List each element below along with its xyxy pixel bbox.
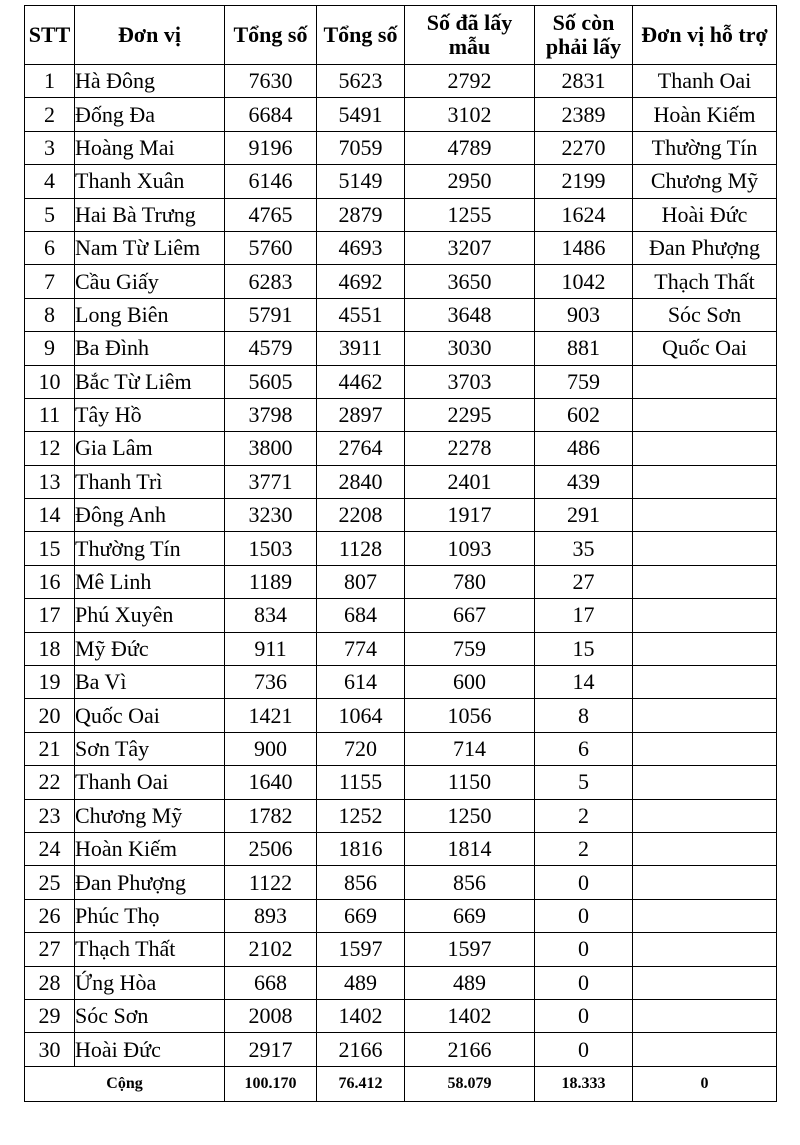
cell-stt: 16 — [25, 565, 75, 598]
table-row — [25, 933, 777, 966]
cell-unit: Phúc Thọ — [75, 899, 225, 932]
cell-total-2: 5623 — [317, 65, 405, 98]
cell-stt: 18 — [25, 632, 75, 665]
table-row — [25, 465, 777, 498]
cell-stt: 24 — [25, 832, 75, 865]
cell-remaining: 0 — [535, 899, 633, 932]
cell-remaining: 0 — [535, 866, 633, 899]
cell-sampled: 1093 — [405, 532, 535, 565]
header-remaining: Số còn phải lấy — [535, 6, 633, 65]
cell-unit: Quốc Oai — [75, 699, 225, 732]
cell-total-1: 2008 — [225, 999, 317, 1032]
cell-total-1: 6283 — [225, 265, 317, 298]
table-row — [25, 432, 777, 465]
cell-remaining: 486 — [535, 432, 633, 465]
cell-total-1: 911 — [225, 632, 317, 665]
cell-total-1: 5760 — [225, 231, 317, 264]
cell-remaining: 14 — [535, 666, 633, 699]
cell-unit: Tây Hồ — [75, 398, 225, 431]
sampling-table — [24, 5, 777, 1102]
cell-stt: 9 — [25, 332, 75, 365]
cell-remaining: 2831 — [535, 65, 633, 98]
cell-total-1: 893 — [225, 899, 317, 932]
table-row — [25, 65, 777, 98]
cell-support — [633, 532, 777, 565]
cell-total-2: 774 — [317, 632, 405, 665]
cell-sampled: 3650 — [405, 265, 535, 298]
cell-sampled: 1255 — [405, 198, 535, 231]
cell-support — [633, 699, 777, 732]
cell-unit: Hà Đông — [75, 65, 225, 98]
cell-unit: Đống Đa — [75, 98, 225, 131]
table-row — [25, 365, 777, 398]
cell-sampled: 759 — [405, 632, 535, 665]
cell-total-1: 3798 — [225, 398, 317, 431]
cell-total-1: 1782 — [225, 799, 317, 832]
cell-support: Hoàn Kiếm — [633, 98, 777, 131]
cell-unit: Bắc Từ Liêm — [75, 365, 225, 398]
cell-unit: Hoàn Kiếm — [75, 832, 225, 865]
cell-support: Chương Mỹ — [633, 165, 777, 198]
cell-stt: 11 — [25, 398, 75, 431]
cell-total-2: 1402 — [317, 999, 405, 1032]
cell-total-2: 2879 — [317, 198, 405, 231]
cell-total-1: 5791 — [225, 298, 317, 331]
cell-stt: 7 — [25, 265, 75, 298]
cell-support: Quốc Oai — [633, 332, 777, 365]
cell-remaining: 8 — [535, 699, 633, 732]
table-row — [25, 565, 777, 598]
cell-total-1: 3771 — [225, 465, 317, 498]
cell-total-2: 4693 — [317, 231, 405, 264]
cell-unit: Long Biên — [75, 298, 225, 331]
cell-total-2: 2208 — [317, 499, 405, 532]
cell-unit: Chương Mỹ — [75, 799, 225, 832]
cell-stt: 26 — [25, 899, 75, 932]
cell-stt: 28 — [25, 966, 75, 999]
cell-remaining: 0 — [535, 933, 633, 966]
total-label: Cộng — [25, 1066, 225, 1101]
cell-total-2: 614 — [317, 666, 405, 699]
cell-unit: Gia Lâm — [75, 432, 225, 465]
cell-total-2: 720 — [317, 732, 405, 765]
total-support: 0 — [633, 1066, 777, 1101]
header-row — [25, 6, 777, 65]
cell-total-2: 5491 — [317, 98, 405, 131]
cell-stt: 3 — [25, 131, 75, 164]
cell-sampled: 856 — [405, 866, 535, 899]
cell-remaining: 0 — [535, 966, 633, 999]
cell-sampled: 4789 — [405, 131, 535, 164]
cell-support — [633, 832, 777, 865]
cell-remaining: 602 — [535, 398, 633, 431]
table-row — [25, 98, 777, 131]
cell-total-2: 4462 — [317, 365, 405, 398]
cell-remaining: 1042 — [535, 265, 633, 298]
cell-stt: 15 — [25, 532, 75, 565]
cell-total-2: 489 — [317, 966, 405, 999]
cell-support — [633, 465, 777, 498]
cell-sampled: 1597 — [405, 933, 535, 966]
cell-total-2: 3911 — [317, 332, 405, 365]
cell-stt: 6 — [25, 231, 75, 264]
cell-total-2: 1252 — [317, 799, 405, 832]
cell-stt: 10 — [25, 365, 75, 398]
total-row — [25, 1066, 777, 1101]
cell-unit: Mê Linh — [75, 565, 225, 598]
cell-stt: 17 — [25, 599, 75, 632]
cell-total-1: 4765 — [225, 198, 317, 231]
cell-sampled: 780 — [405, 565, 535, 598]
cell-stt: 20 — [25, 699, 75, 732]
cell-support — [633, 933, 777, 966]
cell-total-1: 736 — [225, 666, 317, 699]
cell-remaining: 1486 — [535, 231, 633, 264]
cell-support — [633, 999, 777, 1032]
cell-total-1: 1503 — [225, 532, 317, 565]
header-total-1: Tổng số — [225, 6, 317, 65]
cell-stt: 5 — [25, 198, 75, 231]
cell-unit: Hai Bà Trưng — [75, 198, 225, 231]
cell-total-1: 1122 — [225, 866, 317, 899]
cell-remaining: 2389 — [535, 98, 633, 131]
cell-sampled: 3102 — [405, 98, 535, 131]
cell-support — [633, 1033, 777, 1066]
cell-support — [633, 766, 777, 799]
cell-unit: Thạch Thất — [75, 933, 225, 966]
cell-stt: 14 — [25, 499, 75, 532]
cell-remaining: 5 — [535, 766, 633, 799]
cell-total-1: 3230 — [225, 499, 317, 532]
table-row — [25, 766, 777, 799]
cell-sampled: 1402 — [405, 999, 535, 1032]
cell-total-1: 1640 — [225, 766, 317, 799]
cell-remaining: 881 — [535, 332, 633, 365]
table-row — [25, 699, 777, 732]
cell-sampled: 3648 — [405, 298, 535, 331]
table-row — [25, 398, 777, 431]
total-total-2: 76.412 — [317, 1066, 405, 1101]
cell-sampled: 489 — [405, 966, 535, 999]
cell-remaining: 0 — [535, 999, 633, 1032]
table-row — [25, 599, 777, 632]
cell-total-2: 1155 — [317, 766, 405, 799]
cell-support: Đan Phượng — [633, 231, 777, 264]
cell-sampled: 3030 — [405, 332, 535, 365]
cell-total-1: 6684 — [225, 98, 317, 131]
header-stt: STT — [25, 6, 75, 65]
cell-unit: Thanh Xuân — [75, 165, 225, 198]
cell-support: Hoài Đức — [633, 198, 777, 231]
cell-stt: 2 — [25, 98, 75, 131]
cell-stt: 25 — [25, 866, 75, 899]
cell-remaining: 759 — [535, 365, 633, 398]
cell-stt: 22 — [25, 766, 75, 799]
cell-remaining: 35 — [535, 532, 633, 565]
cell-total-2: 4692 — [317, 265, 405, 298]
cell-support — [633, 398, 777, 431]
cell-sampled: 2166 — [405, 1033, 535, 1066]
cell-total-2: 1816 — [317, 832, 405, 865]
cell-sampled: 669 — [405, 899, 535, 932]
cell-stt: 13 — [25, 465, 75, 498]
cell-unit: Thanh Trì — [75, 465, 225, 498]
cell-support — [633, 899, 777, 932]
cell-total-1: 1421 — [225, 699, 317, 732]
cell-stt: 23 — [25, 799, 75, 832]
cell-sampled: 2278 — [405, 432, 535, 465]
table-row — [25, 632, 777, 665]
cell-total-1: 7630 — [225, 65, 317, 98]
table-body — [25, 65, 777, 1067]
cell-total-1: 2506 — [225, 832, 317, 865]
cell-unit: Sơn Tây — [75, 732, 225, 765]
cell-total-1: 2102 — [225, 933, 317, 966]
cell-sampled: 1150 — [405, 766, 535, 799]
cell-stt: 19 — [25, 666, 75, 699]
header-unit: Đơn vị — [75, 6, 225, 65]
cell-remaining: 903 — [535, 298, 633, 331]
cell-stt: 4 — [25, 165, 75, 198]
cell-remaining: 0 — [535, 1033, 633, 1066]
cell-support — [633, 799, 777, 832]
cell-total-2: 684 — [317, 599, 405, 632]
cell-total-2: 856 — [317, 866, 405, 899]
cell-remaining: 15 — [535, 632, 633, 665]
cell-unit: Mỹ Đức — [75, 632, 225, 665]
cell-remaining: 439 — [535, 465, 633, 498]
cell-remaining: 2199 — [535, 165, 633, 198]
cell-total-1: 6146 — [225, 165, 317, 198]
table-row — [25, 165, 777, 198]
cell-total-1: 2917 — [225, 1033, 317, 1066]
table-row — [25, 231, 777, 264]
cell-sampled: 667 — [405, 599, 535, 632]
cell-total-2: 807 — [317, 565, 405, 598]
cell-unit: Đông Anh — [75, 499, 225, 532]
cell-total-2: 669 — [317, 899, 405, 932]
cell-total-2: 1064 — [317, 699, 405, 732]
cell-remaining: 2 — [535, 799, 633, 832]
table-row — [25, 732, 777, 765]
cell-sampled: 2401 — [405, 465, 535, 498]
cell-remaining: 6 — [535, 732, 633, 765]
cell-sampled: 2792 — [405, 65, 535, 98]
cell-unit: Phú Xuyên — [75, 599, 225, 632]
table-row — [25, 532, 777, 565]
cell-sampled: 3703 — [405, 365, 535, 398]
cell-total-2: 1597 — [317, 933, 405, 966]
cell-unit: Hoài Đức — [75, 1033, 225, 1066]
cell-unit: Thanh Oai — [75, 766, 225, 799]
total-remaining: 18.333 — [535, 1066, 633, 1101]
cell-support: Thanh Oai — [633, 65, 777, 98]
cell-unit: Ứng Hòa — [75, 966, 225, 999]
table-row — [25, 899, 777, 932]
cell-total-1: 5605 — [225, 365, 317, 398]
cell-total-1: 4579 — [225, 332, 317, 365]
table-row — [25, 1033, 777, 1066]
cell-sampled: 600 — [405, 666, 535, 699]
cell-support — [633, 599, 777, 632]
table-row — [25, 198, 777, 231]
cell-total-2: 5149 — [317, 165, 405, 198]
cell-remaining: 17 — [535, 599, 633, 632]
cell-sampled: 2950 — [405, 165, 535, 198]
cell-support — [633, 565, 777, 598]
cell-support — [633, 632, 777, 665]
cell-support — [633, 732, 777, 765]
cell-total-2: 4551 — [317, 298, 405, 331]
cell-unit: Cầu Giấy — [75, 265, 225, 298]
cell-total-2: 2764 — [317, 432, 405, 465]
cell-total-1: 900 — [225, 732, 317, 765]
cell-unit: Hoàng Mai — [75, 131, 225, 164]
cell-stt: 29 — [25, 999, 75, 1032]
cell-sampled: 1917 — [405, 499, 535, 532]
table-row — [25, 866, 777, 899]
table-row — [25, 298, 777, 331]
total-total-1: 100.170 — [225, 1066, 317, 1101]
cell-stt: 1 — [25, 65, 75, 98]
table-row — [25, 832, 777, 865]
cell-remaining: 27 — [535, 565, 633, 598]
cell-stt: 30 — [25, 1033, 75, 1066]
cell-support — [633, 666, 777, 699]
cell-stt: 27 — [25, 933, 75, 966]
cell-sampled: 1056 — [405, 699, 535, 732]
table-row — [25, 999, 777, 1032]
cell-sampled: 3207 — [405, 231, 535, 264]
cell-remaining: 291 — [535, 499, 633, 532]
cell-remaining: 2270 — [535, 131, 633, 164]
cell-support — [633, 365, 777, 398]
cell-total-1: 3800 — [225, 432, 317, 465]
cell-sampled: 2295 — [405, 398, 535, 431]
cell-support — [633, 499, 777, 532]
cell-sampled: 1814 — [405, 832, 535, 865]
cell-total-1: 1189 — [225, 565, 317, 598]
cell-remaining: 1624 — [535, 198, 633, 231]
header-total-2: Tổng số — [317, 6, 405, 65]
cell-support — [633, 866, 777, 899]
cell-total-2: 1128 — [317, 532, 405, 565]
header-sampled: Số đã lấy mẫu — [405, 6, 535, 65]
cell-support — [633, 966, 777, 999]
cell-support: Thạch Thất — [633, 265, 777, 298]
table-row — [25, 265, 777, 298]
cell-sampled: 1250 — [405, 799, 535, 832]
table-row — [25, 966, 777, 999]
cell-total-1: 9196 — [225, 131, 317, 164]
table-row — [25, 499, 777, 532]
cell-total-2: 7059 — [317, 131, 405, 164]
cell-total-2: 2840 — [317, 465, 405, 498]
table-row — [25, 799, 777, 832]
cell-support — [633, 432, 777, 465]
cell-total-1: 668 — [225, 966, 317, 999]
cell-remaining: 2 — [535, 832, 633, 865]
cell-unit: Sóc Sơn — [75, 999, 225, 1032]
cell-stt: 21 — [25, 732, 75, 765]
cell-unit: Ba Vì — [75, 666, 225, 699]
cell-stt: 8 — [25, 298, 75, 331]
cell-unit: Ba Đình — [75, 332, 225, 365]
header-support: Đơn vị hỗ trợ — [633, 6, 777, 65]
cell-support: Thường Tín — [633, 131, 777, 164]
cell-unit: Nam Từ Liêm — [75, 231, 225, 264]
cell-unit: Đan Phượng — [75, 866, 225, 899]
table-row — [25, 666, 777, 699]
cell-stt: 12 — [25, 432, 75, 465]
cell-unit: Thường Tín — [75, 532, 225, 565]
cell-total-2: 2897 — [317, 398, 405, 431]
cell-support: Sóc Sơn — [633, 298, 777, 331]
cell-total-2: 2166 — [317, 1033, 405, 1066]
cell-total-1: 834 — [225, 599, 317, 632]
cell-sampled: 714 — [405, 732, 535, 765]
table-row — [25, 332, 777, 365]
table-row — [25, 131, 777, 164]
total-sampled: 58.079 — [405, 1066, 535, 1101]
